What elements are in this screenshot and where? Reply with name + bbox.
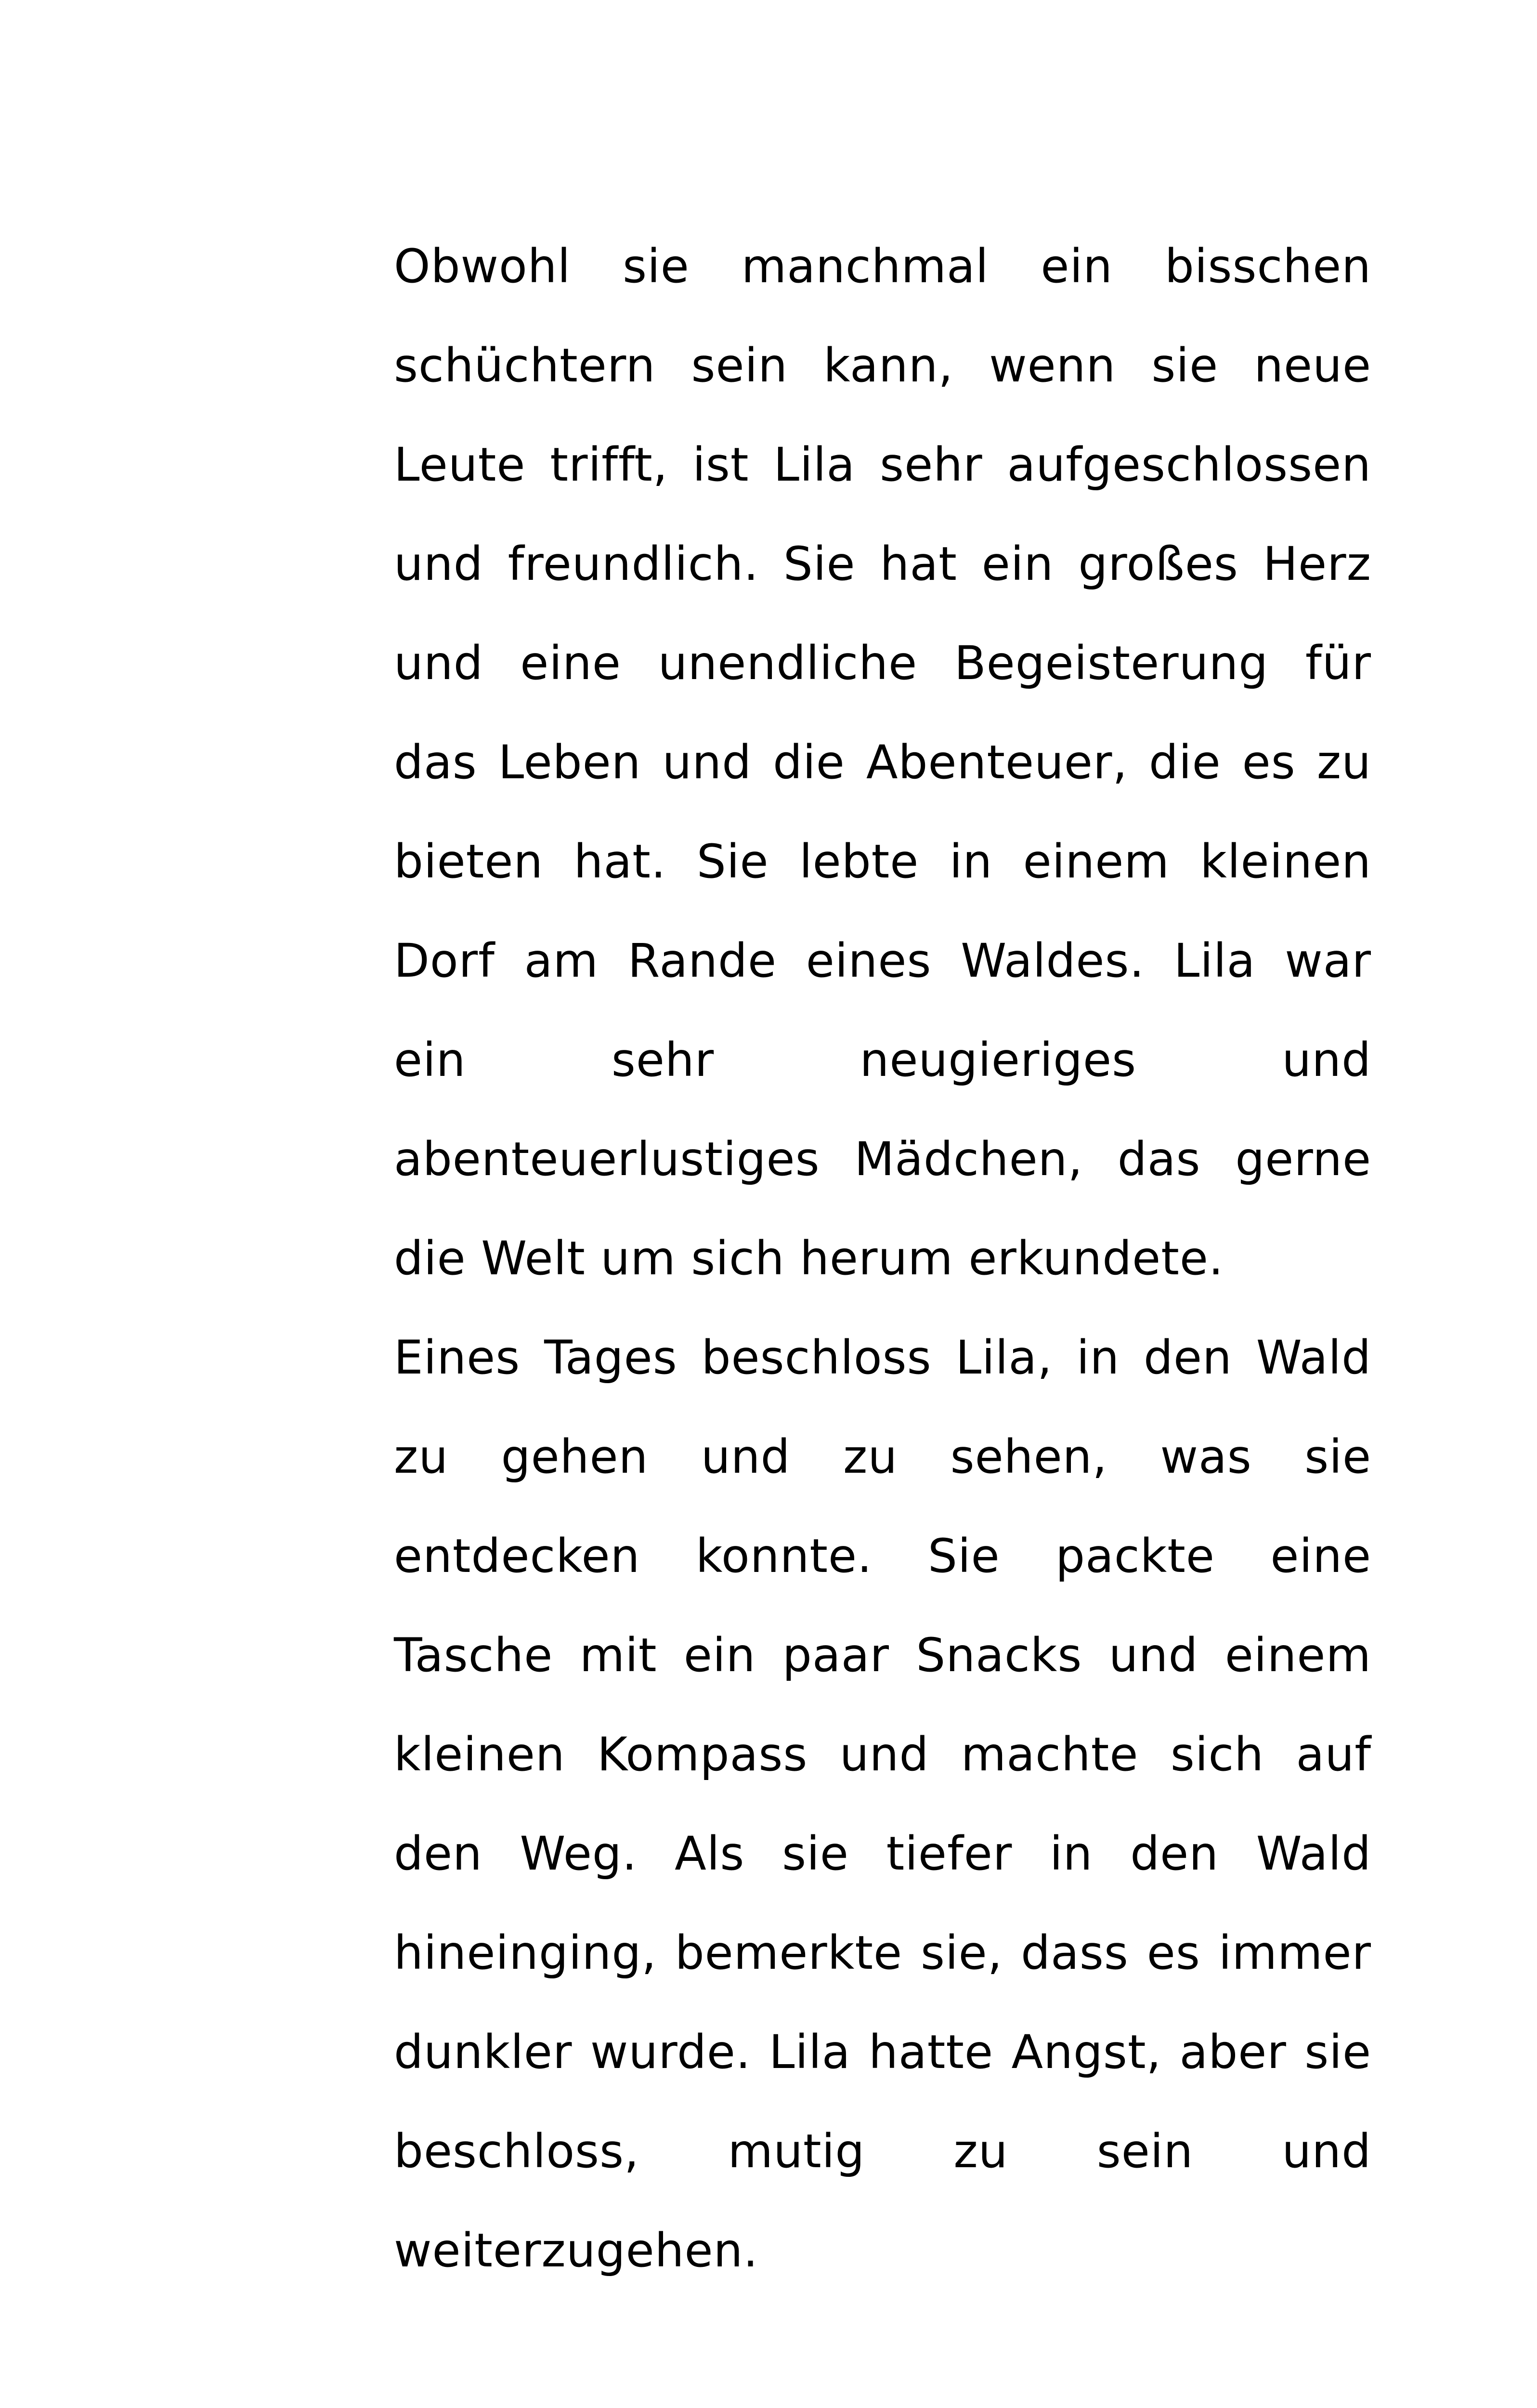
paragraph-1: Obwohl sie manchmal ein bisschen schüchtern sein kann, wenn sie neue Leute trifft, ist Lila sehr aufgeschlossen und freundlich. Sie hat ein großes Herz und eine unendliche Begeisterung für das Leben und die Abenteuer, die es zu bieten hat. Sie lebte in einem kleinen Dorf am Rande eines Waldes. Lila war ein sehr neugieriges und abenteuerlustiges Mädchen, das gerne die Welt um sich herum erkundete.	[394, 239, 1371, 1285]
paragraph-2: Eines Tages beschloss Lila, in den Wald zu gehen und zu sehen, was sie entdecken konnte. Sie packte eine Tasche mit ein paar Snacks und einem kleinen Kompass und machte sich auf den Weg. Als sie tiefer in den Wald hineinging, bemerkte sie, dass es immer dunkler wurde. Lila hatte Angst, aber sie beschloss, mutig zu sein und weiterzugehen.	[394, 1331, 1371, 2277]
body-text	[394, 217, 1371, 2300]
